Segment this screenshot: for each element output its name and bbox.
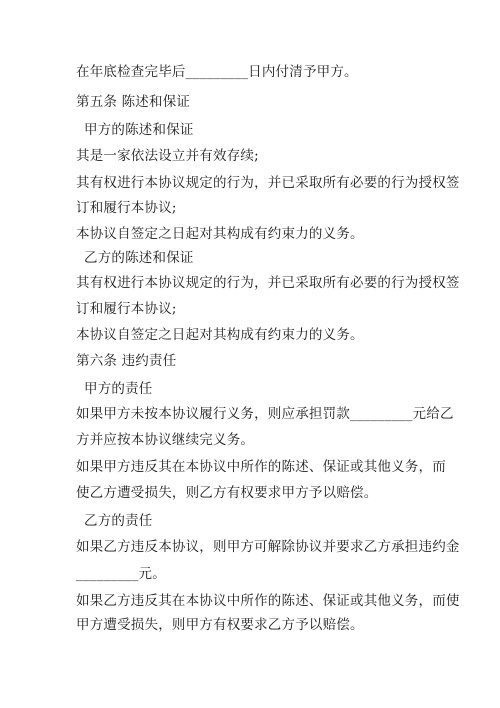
text-line: 如果乙方违反其在本协议中所作的陈述、保证或其他义务，而使 — [76, 593, 460, 609]
text-line: 如果甲方违反其在本协议中所作的陈述、保证或其他义务，而 — [76, 459, 446, 475]
text-line: 方并应按本协议继续完义务。 — [76, 432, 255, 448]
text-line: 使乙方遭受损失，则乙方有权要求甲方予以赔偿。 — [76, 485, 378, 501]
text-line: 其是一家依法设立并有效存续; — [76, 148, 259, 164]
text-line: 其有权进行本协议规定的行为，并已采取所有必要的行为授权签 — [76, 275, 460, 291]
subsection-heading: 甲方的责任 — [84, 381, 153, 397]
text-line: 如果甲方未按本协议履行义务，则应承担罚款_________元给乙 — [76, 406, 454, 422]
section-heading: 第五条 陈述和保证 — [76, 94, 191, 110]
section-heading: 第六条 违约责任 — [76, 353, 177, 369]
text-line: 本协议自签定之日起对其构成有约束力的义务。 — [76, 327, 364, 343]
text-line: 订和履行本协议; — [76, 200, 177, 216]
subsection-heading: 甲方的陈述和保证 — [84, 122, 194, 138]
text-line: 其有权进行本协议规定的行为，并已采取所有必要的行为授权签 — [76, 175, 460, 191]
subsection-heading: 乙方的陈述和保证 — [84, 250, 194, 266]
text-line: 在年底检查完毕后_________日内付清予甲方。 — [76, 64, 358, 80]
text-line: 本协议自签定之日起对其构成有约束力的义务。 — [76, 226, 364, 242]
text-line: 甲方遭受损失，则甲方有权要求乙方予以赔偿。 — [76, 617, 364, 633]
text-line: 订和履行本协议; — [76, 301, 177, 317]
text-line: 如果乙方违反本协议，则甲方可解除协议并要求乙方承担违约金 — [76, 539, 460, 555]
subsection-heading: 乙方的责任 — [84, 513, 153, 529]
text-line: _________元。 — [76, 566, 166, 582]
